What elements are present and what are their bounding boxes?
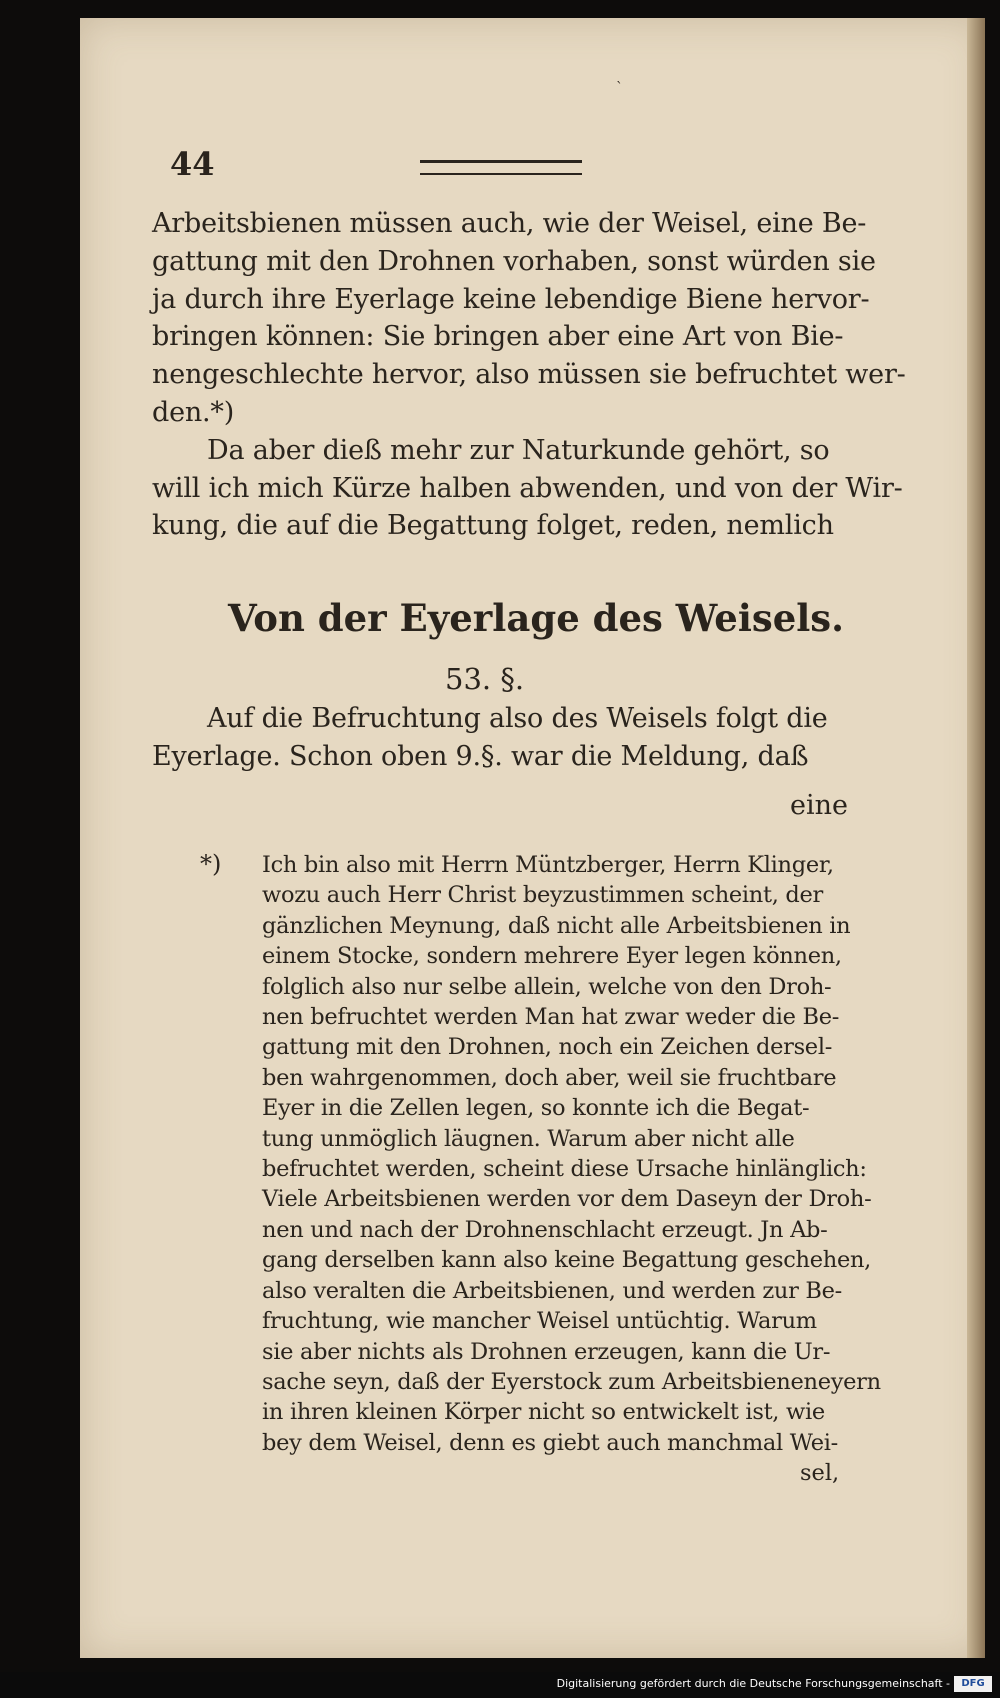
footnote-line: nen und nach der Drohnenschlacht erzeugt. Jn Ab- xyxy=(262,1216,828,1243)
footnote-line: fruchtung, wie mancher Weisel untüchtig. Warum xyxy=(262,1308,817,1335)
text-line: ja durch ihre Eyerlage keine lebendige Biene hervor- xyxy=(152,283,870,315)
footnote-line: nen befruchtet werden Man hat zwar weder die Be- xyxy=(262,1004,840,1031)
text-line: Da aber dieß mehr zur Naturkunde gehört, so xyxy=(207,434,830,466)
header-rule xyxy=(420,160,582,175)
footnote-catchword: sel, xyxy=(800,1460,840,1486)
text-line: Auf die Befruchtung also des Weisels folgt die xyxy=(207,703,828,734)
dfg-logo: DFG xyxy=(954,1676,992,1692)
section-heading: Von der Eyerlage des Weisels. xyxy=(228,596,845,640)
paragraph-1 xyxy=(152,205,906,545)
footnote-line: also veralten die Arbeitsbienen, und werden zur Be- xyxy=(262,1277,842,1304)
footnote-line: gattung mit den Drohnen, noch ein Zeichen dersel- xyxy=(262,1034,833,1061)
footnote-line: gang derselben kann also keine Begattung geschehen, xyxy=(262,1247,872,1274)
footnote-line: sache seyn, daß der Eyerstock zum Arbeitsbieneneyern xyxy=(262,1368,881,1395)
footnote-line: Eyer in die Zellen legen, so konnte ich die Begat- xyxy=(262,1095,810,1122)
paragraph-2 xyxy=(152,700,857,776)
text-line: nengeschlechte hervor, also müssen sie befruchtet wer- xyxy=(152,359,906,391)
text-line: gattung mit den Drohnen vorhaben, sonst würden sie xyxy=(152,245,876,277)
text-line: den.*) xyxy=(152,396,235,428)
footnote-line: Ich bin also mit Herrn Müntzberger, Herrn Klinger, xyxy=(262,852,834,878)
footnote-line: wozu auch Herr Christ beyzustimmen scheint, der xyxy=(262,882,824,909)
footnote-line: in ihren kleinen Körper nicht so entwickelt ist, wie xyxy=(262,1399,825,1426)
footnote-line: bey dem Weisel, denn es giebt auch manchmal Wei- xyxy=(262,1429,838,1456)
footnote-marker: *) xyxy=(200,850,222,878)
section-number: 53. §. xyxy=(445,662,525,696)
page-spine-shadow xyxy=(967,18,985,1658)
footnote-line: gänzlichen Meynung, daß nicht alle Arbeitsbienen in xyxy=(262,912,851,939)
text-line: Eyerlage. Schon oben 9.§. war die Meldung, daß xyxy=(152,740,809,772)
footnote-line: folglich also nur selbe allein, welche von den Droh- xyxy=(262,973,832,1000)
footnote-line: ben wahrgenommen, doch aber, weil sie fruchtbare xyxy=(262,1064,837,1091)
page-number: 44 xyxy=(170,145,215,183)
catchword: eine xyxy=(790,790,848,821)
text-line: will ich mich Kürze halben abwenden, und von der Wir- xyxy=(152,472,903,504)
text-line: Arbeitsbienen müssen auch, wie der Weisel, eine Be- xyxy=(152,208,867,239)
text-line: kung, die auf die Begattung folget, reden, nemlich xyxy=(152,510,834,542)
footnote xyxy=(262,850,881,1458)
funding-credit: Digitalisierung gefördert durch die Deutsche Forschungsgemeinschaft - xyxy=(556,1677,950,1690)
footnote-line: sie aber nichts als Drohnen erzeugen, kann die Ur- xyxy=(262,1338,831,1365)
footnote-line: einem Stocke, sondern mehrere Eyer legen können, xyxy=(262,943,842,970)
footnote-line: Viele Arbeitsbienen werden vor dem Daseyn der Droh- xyxy=(262,1186,872,1213)
page-mark: ` xyxy=(616,80,623,96)
footnote-line: befruchtet werden, scheint diese Ursache hinlänglich: xyxy=(262,1156,867,1183)
text-line: bringen können: Sie bringen aber eine Art von Bie- xyxy=(152,321,844,353)
footnote-line: tung unmöglich läugnen. Warum aber nicht alle xyxy=(262,1125,795,1152)
